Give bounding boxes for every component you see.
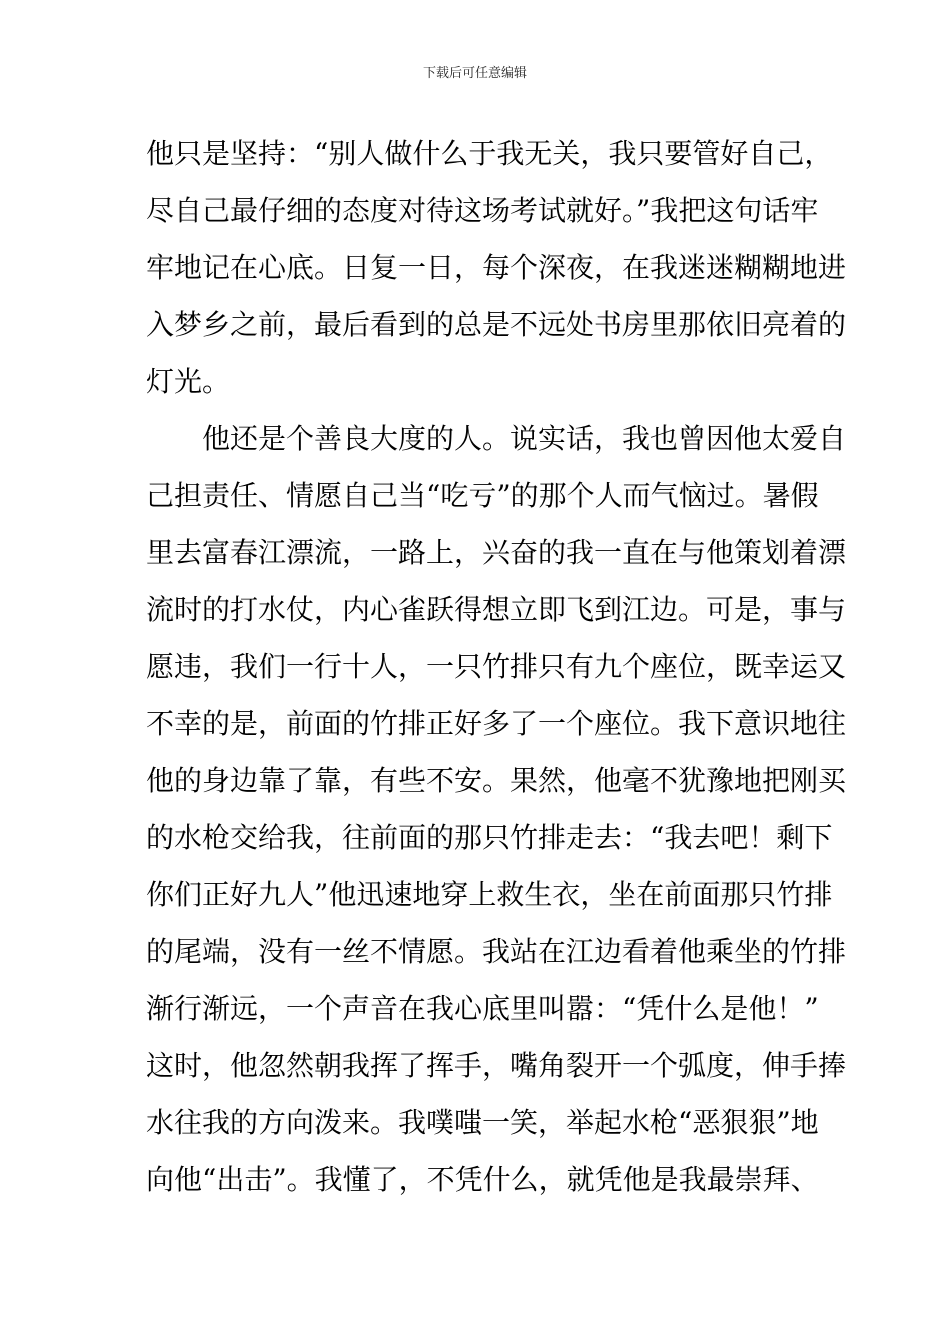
text-line: 己担责任、情愿自己当“吃亏”的那个人而气恼过。暑假 bbox=[146, 479, 819, 512]
text-line: 尽自己最仔细的态度对待这场考试就好。”我把这句话牢 bbox=[146, 194, 819, 227]
text-line: 愿违，我们一行十人，一只竹排只有九个座位，既幸运又 bbox=[146, 650, 847, 683]
text-line: 不幸的是，前面的竹排正好多了一个座位。我下意识地往 bbox=[146, 707, 847, 740]
text-line: 灯光。 bbox=[146, 365, 231, 398]
text-line: 渐行渐远，一个声音在我心底里叫嚣：“凭什么是他！” bbox=[146, 992, 819, 1025]
text-line: 这时，他忽然朝我挥了挥手，嘴角裂开一个弧度，伸手捧 bbox=[146, 1049, 847, 1082]
text-line: 向他“出击”。我懂了，不凭什么，就凭他是我最崇拜、 bbox=[146, 1163, 819, 1196]
text-line: 水往我的方向泼来。我噗嗤一笑，举起水枪“恶狠狠”地 bbox=[146, 1106, 819, 1139]
text-line: 的尾端，没有一丝不情愿。我站在江边看着他乘坐的竹排 bbox=[146, 935, 847, 968]
text-line: 里去富春江漂流，一路上，兴奋的我一直在与他策划着漂 bbox=[146, 536, 847, 569]
text-line: 入梦乡之前，最后看到的总是不远处书房里那依旧亮着的 bbox=[146, 308, 847, 341]
text-line: 流时的打水仗，内心雀跃得想立即飞到江边。可是，事与 bbox=[146, 593, 847, 626]
text-line: 他还是个善良大度的人。说实话，我也曾因他太爱自 bbox=[202, 422, 847, 455]
paragraph-1 bbox=[146, 125, 847, 410]
text-line: 他只是坚持：“别人做什么于我无关，我只要管好自己， bbox=[146, 137, 833, 170]
text-line: 的水枪交给我，往前面的那只竹排走去：“我去吧！剩下 bbox=[146, 821, 833, 854]
page-header: 下载后可任意编辑 bbox=[422, 66, 527, 81]
body-text bbox=[146, 125, 847, 1208]
text-line: 他的身边靠了靠，有些不安。果然，他毫不犹豫地把刚买 bbox=[146, 764, 847, 797]
text-line: 牢地记在心底。日复一日，每个深夜，在我迷迷糊糊地进 bbox=[146, 251, 847, 284]
text-line: 你们正好九人”他迅速地穿上救生衣，坐在前面那只竹排 bbox=[146, 878, 833, 911]
paragraph-2 bbox=[146, 410, 847, 1208]
